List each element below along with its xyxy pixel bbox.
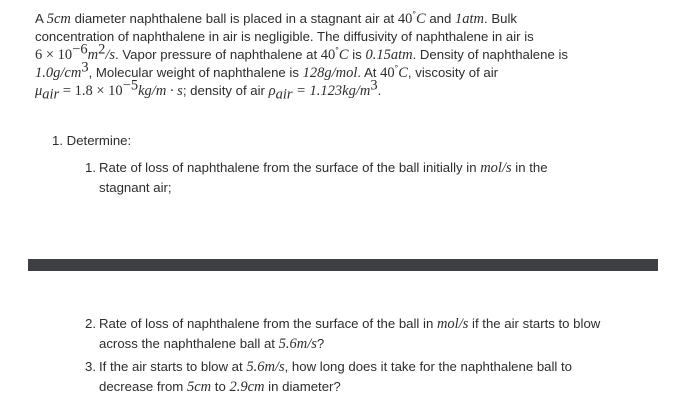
list-number: 2. — [85, 316, 96, 331]
degree-symbol: ° — [412, 9, 416, 20]
text-run: and — [425, 11, 456, 26]
problem-line-3 — [35, 41, 665, 64]
math-run: 1atm — [455, 11, 485, 27]
problem-line-5 — [35, 77, 665, 103]
text-run: , how long does it take for the naphthalene ball to — [284, 359, 573, 374]
math-run: 40 — [320, 47, 336, 63]
superscript: 3 — [81, 59, 89, 76]
text-run: . Bulk — [484, 11, 517, 26]
subscript: air — [42, 86, 60, 103]
list-number: 1. — [85, 160, 96, 175]
list-item-continuation: stagnant air; — [99, 180, 172, 195]
text-run: , viscosity of air — [407, 65, 499, 80]
text-run: if the air starts to blow — [468, 316, 601, 331]
math-run: 5cm — [186, 379, 212, 395]
text-run: to — [211, 379, 230, 394]
list-item-2 — [85, 314, 600, 354]
superscript: −5 — [122, 77, 139, 94]
degree-symbol: ° — [394, 63, 399, 74]
math-run: = 1.8 × 10 — [59, 83, 123, 99]
math-run: m — [87, 47, 99, 63]
text-run: across the naphthalene ball at — [99, 336, 279, 351]
problem-line-1 — [35, 10, 665, 28]
math-run: C — [398, 65, 408, 81]
subscript: air — [275, 86, 293, 103]
math-run: 128g/mol — [302, 65, 358, 81]
text-run: in diameter? — [264, 379, 341, 394]
math-run: 40 — [397, 11, 413, 27]
superscript: 2 — [98, 41, 106, 58]
text-run: is — [348, 47, 366, 62]
problem-line-2: concentration of naphthalene in air is negligible. The diffusivity of naphthalene in air is — [35, 29, 534, 44]
math-run: μ — [35, 83, 43, 99]
math-run: 6 × 10 — [35, 47, 73, 63]
text-run: . At — [357, 65, 381, 80]
text-run: in the — [511, 160, 548, 175]
list-item-continuation — [85, 377, 572, 397]
text-run: Rate of loss of naphthalene from the surface of the ball initially in — [99, 160, 481, 175]
text-run: ; density of air — [182, 83, 269, 98]
text-run: ? — [316, 336, 325, 351]
math-run: /s — [105, 47, 116, 63]
list-item-1 — [85, 158, 548, 198]
math-run: 2.9cm — [229, 379, 265, 395]
math-run: 5.6m/s — [278, 336, 317, 352]
list-item-3 — [85, 357, 572, 397]
text-run: . — [377, 83, 382, 98]
section-divider — [28, 259, 658, 271]
degree-symbol: ° — [335, 45, 339, 56]
math-run: mol/s — [480, 160, 512, 176]
math-run: kg/m · s — [138, 83, 183, 99]
math-run: = 1.123kg/m — [292, 83, 371, 99]
math-run: 5.6m/s — [246, 359, 285, 375]
math-run: 1.0g/cm — [35, 65, 82, 81]
math-run: 0.15atm — [365, 47, 413, 63]
text-run: decrease from — [99, 379, 187, 394]
superscript: −6 — [72, 41, 88, 58]
problem-statement — [35, 9, 665, 103]
text-run: diameter naphthalene ball is placed in a stagnant air at — [70, 11, 398, 26]
text-run: Rate of loss of naphthalene from the surface of the ball in — [99, 316, 437, 331]
list-heading-text: Determine: — [66, 133, 132, 148]
text-run: A — [35, 11, 47, 26]
math-run: 40 — [380, 65, 395, 81]
text-run: , Molecular weight of naphthalene is — [88, 65, 303, 80]
math-run: 5cm — [46, 11, 71, 27]
text-run: . Vapor pressure of naphthalene at — [115, 47, 321, 62]
math-run: ρ — [268, 83, 276, 99]
text-run: If the air starts to blow at — [99, 359, 247, 374]
math-run: C — [416, 11, 426, 27]
math-run: mol/s — [436, 316, 469, 332]
text-run: . Density of naphthalene is — [412, 47, 568, 62]
list-item-continuation — [85, 334, 600, 354]
list-number: 3. — [85, 359, 96, 374]
list-heading — [52, 132, 131, 150]
superscript: 3 — [370, 77, 378, 94]
math-run: C — [338, 47, 349, 63]
list-number: 1. — [52, 133, 63, 148]
